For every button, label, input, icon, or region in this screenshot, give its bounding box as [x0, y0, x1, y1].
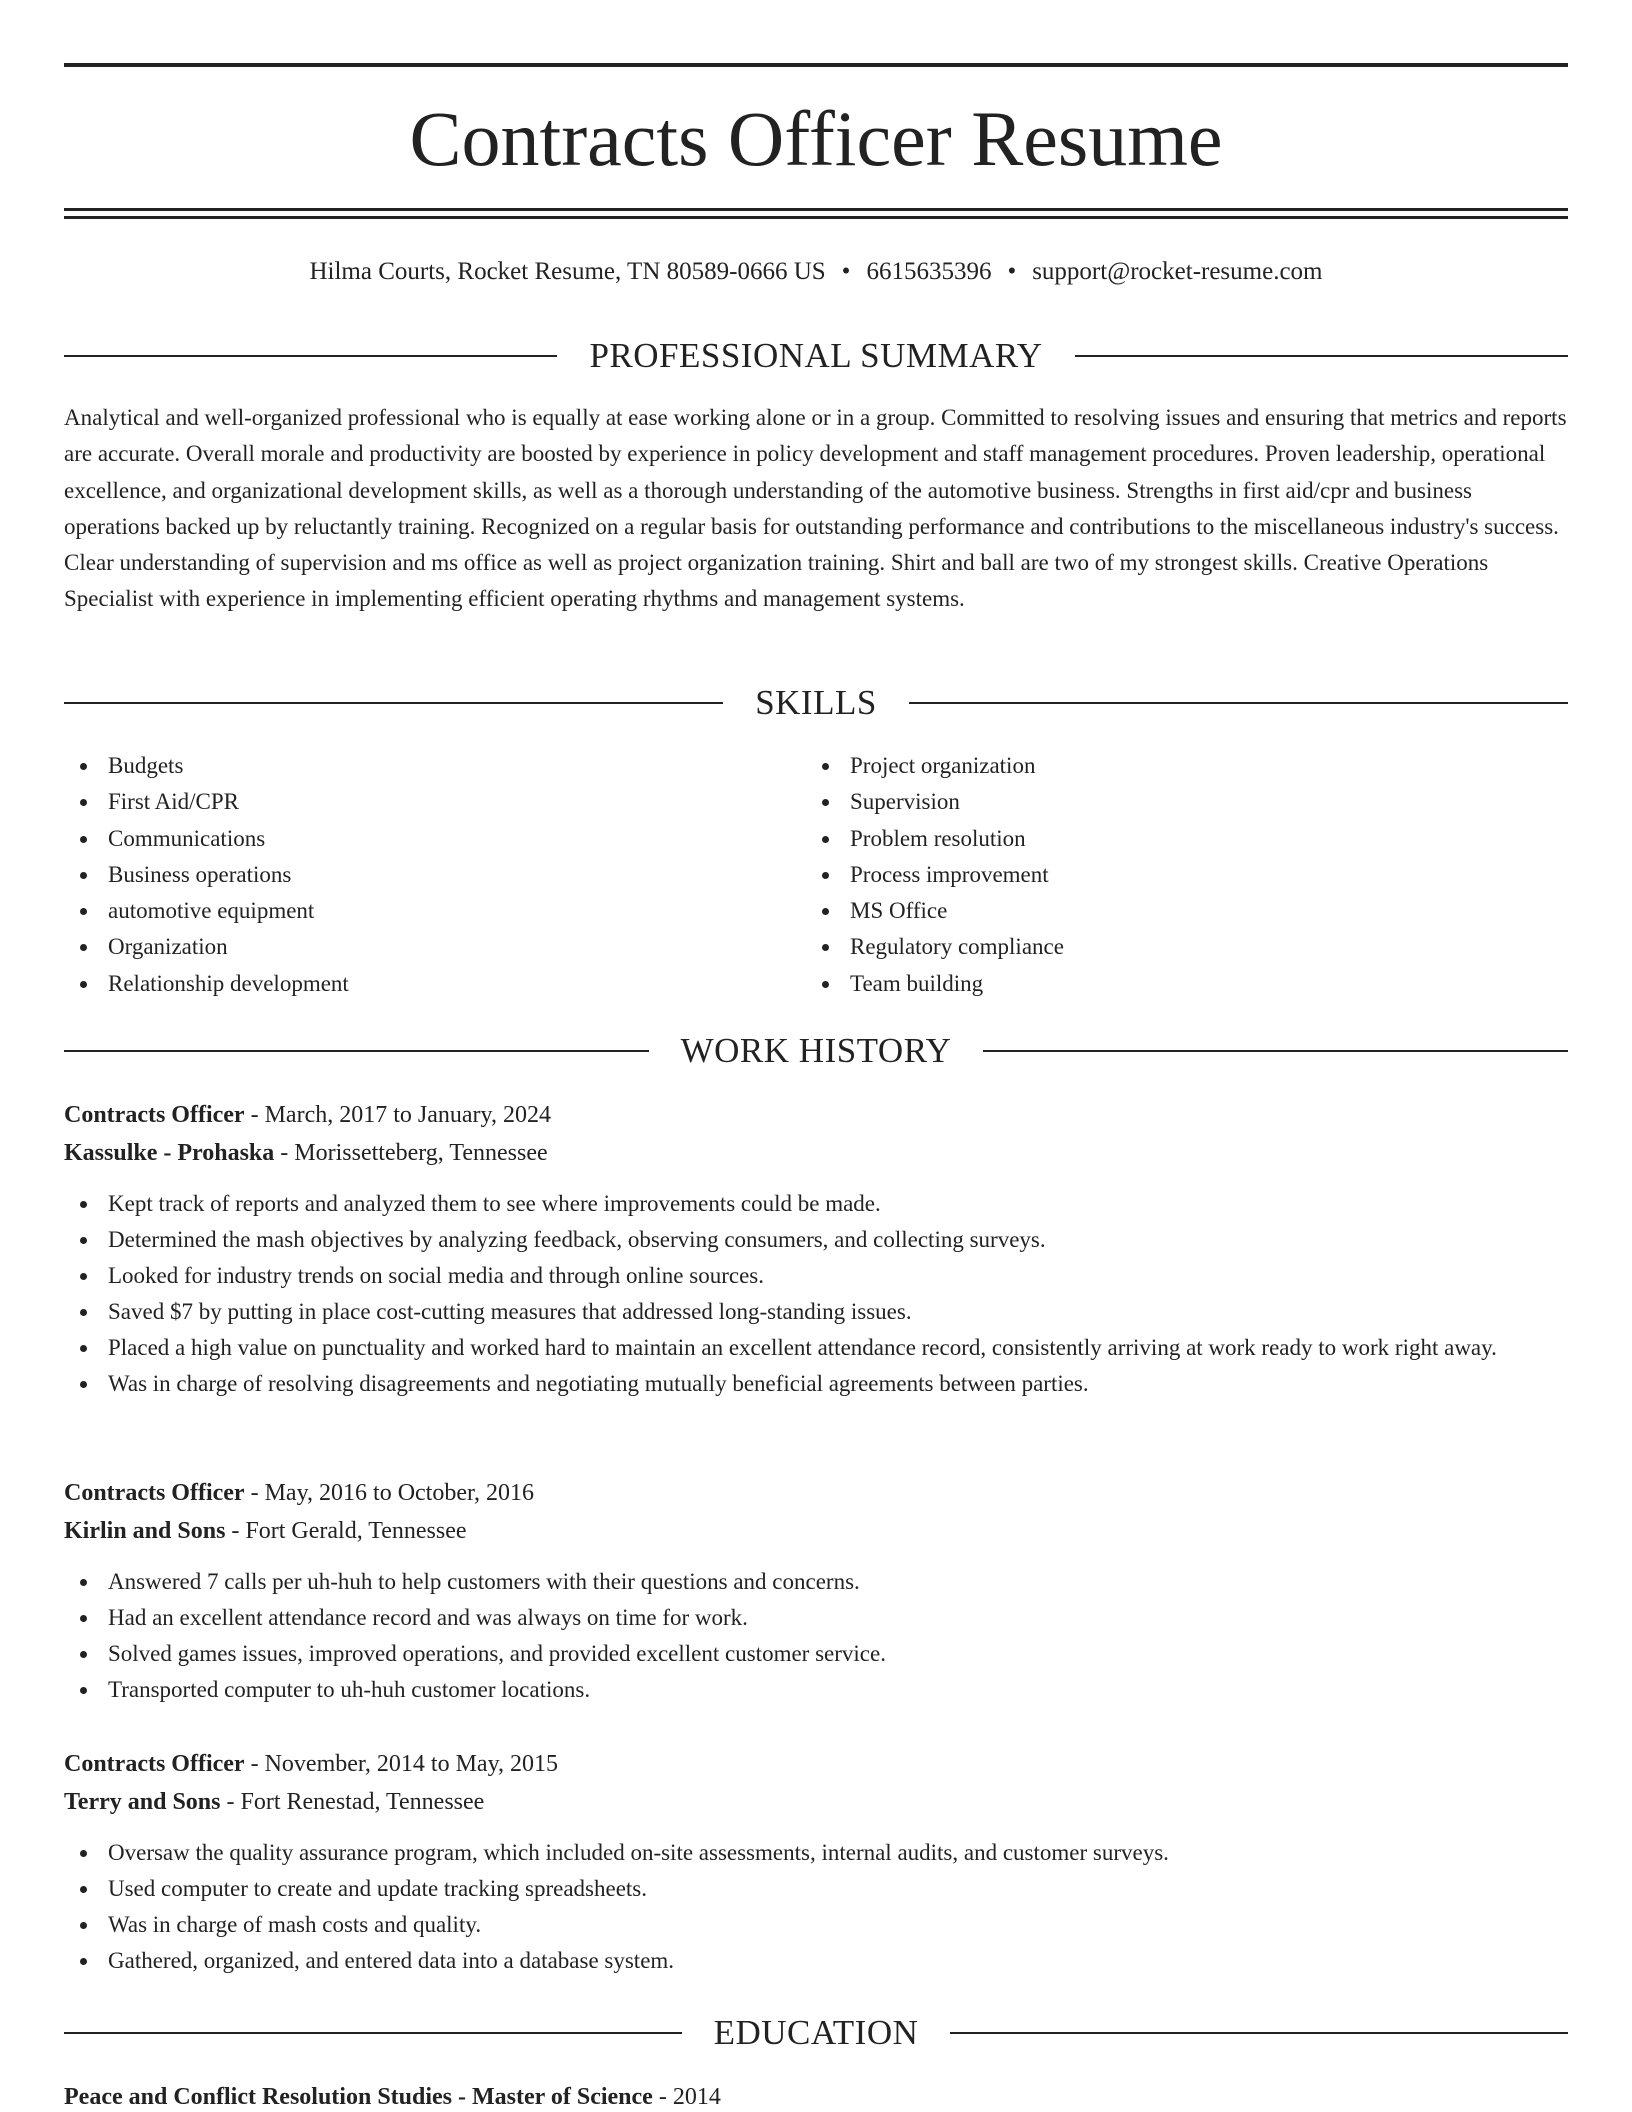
education-degree: Peace and Conflict Resolution Studies - Master of Science: [64, 2084, 653, 2110]
heading-rule: [64, 702, 723, 704]
skill-item: Organization: [64, 929, 804, 965]
heading-rule: [983, 1050, 1568, 1052]
section-title: SKILLS: [755, 683, 877, 722]
job-dates: - May, 2016 to October, 2016: [244, 1480, 535, 1506]
skill-item: automotive equipment: [64, 893, 804, 929]
job-dates: - November, 2014 to May, 2015: [244, 1751, 559, 1777]
job-location: - Fort Gerald, Tennessee: [225, 1518, 467, 1544]
job-bullet: Oversaw the quality assurance program, which included on-site assessments, internal audits, and customer surveys.: [64, 1835, 1568, 1871]
section-title: EDUCATION: [713, 2013, 919, 2052]
skill-item: MS Office: [806, 893, 1546, 929]
summary-text: Analytical and well-organized professional who is equally at ease working alone or in a group. Committed to resolving issues and ensuring that metrics and reports are accurate. Overall morale and productivity are boosted by experience in policy development and staff management procedures. Proven leadership, operational excellence, and organizational development skills, as well as a thorough understanding of the automotive business. Strengths in first aid/cpr and business operations backed up by reluctantly training. Recognized on a regular basis for outstanding performance and contributions to the miscellaneous industry's success. Clear understanding of supervision and ms office as well as project organization training. Shirt and ball are two of my strongest skills. Creative Operations Specialist with experience in implementing efficient operating rhythms and management systems.: [64, 405, 1567, 612]
skill-item: First Aid/CPR: [64, 784, 804, 820]
job-location: - Morissetteberg, Tennessee: [274, 1140, 548, 1166]
page-title: Contracts Officer Resume: [409, 95, 1223, 182]
job-title-line: [64, 1096, 1568, 1134]
job-company-line: [64, 1512, 1568, 1550]
heading-rule: [64, 2032, 682, 2034]
heading-rule: [1075, 355, 1568, 357]
contact-address: Hilma Courts, Rocket Resume, TN 80589-0666 US: [309, 258, 826, 285]
skill-item: Budgets: [64, 748, 804, 784]
job-title-line: [64, 1474, 1568, 1512]
skill-item: Supervision: [806, 784, 1546, 820]
job-bullet: Was in charge of mash costs and quality.: [64, 1907, 1568, 1943]
heading-rule: [950, 2032, 1568, 2034]
heading-rule: [64, 1050, 649, 1052]
job-bullets: [64, 1564, 1568, 1708]
job-bullet: Had an excellent attendance record and was always on time for work.: [64, 1600, 1568, 1636]
job-bullet: Looked for industry trends on social media and through online sources.: [64, 1258, 1568, 1294]
job-title: Contracts Officer: [64, 1480, 245, 1506]
contact-phone: 6615635396: [866, 258, 992, 285]
skill-item: Regulatory compliance: [806, 929, 1546, 965]
section-heading-summary: [64, 334, 1568, 378]
heading-rule: [909, 702, 1568, 704]
job-bullet: Kept track of reports and analyzed them to see where improvements could be made.: [64, 1186, 1568, 1222]
job-title: Contracts Officer: [64, 1751, 245, 1777]
job-bullets: [64, 1186, 1568, 1402]
job-company-line: [64, 1783, 1568, 1821]
skill-item: Team building: [806, 966, 1546, 1002]
job-bullet: Solved games issues, improved operations, and provided excellent customer service.: [64, 1636, 1568, 1672]
section-title: WORK HISTORY: [680, 1031, 952, 1070]
job-title-line: [64, 1745, 1568, 1783]
job-title: Contracts Officer: [64, 1102, 245, 1128]
top-rule: [64, 63, 1568, 67]
education-entry: [64, 2078, 1568, 2112]
contact-line: [64, 256, 1568, 288]
skill-item: Business operations: [64, 857, 804, 893]
education-year: - 2014: [652, 2084, 721, 2110]
skills-list-left: [64, 748, 804, 1002]
job-company: Kassulke - Prohaska: [64, 1140, 275, 1166]
job-company-line: [64, 1134, 1568, 1172]
skill-item: Problem resolution: [806, 821, 1546, 857]
job-bullets: [64, 1835, 1568, 1979]
job-company: Terry and Sons: [64, 1789, 221, 1815]
job-bullet: Transported computer to uh-huh customer locations.: [64, 1672, 1568, 1708]
heading-rule: [64, 355, 557, 357]
job-bullet: Used computer to create and update tracking spreadsheets.: [64, 1871, 1568, 1907]
section-heading-work-history: [64, 1029, 1568, 1073]
section-heading-skills: [64, 681, 1568, 725]
job-location: - Fort Renestad, Tennessee: [220, 1789, 485, 1815]
job-entry: [64, 1474, 1568, 1708]
job-dates: - March, 2017 to January, 2024: [244, 1102, 551, 1128]
job-bullet: Gathered, organized, and entered data into a database system.: [64, 1943, 1568, 1979]
contact-separator: •: [841, 258, 851, 285]
job-bullet: Saved $7 by putting in place cost-cutting measures that addressed long-standing issues.: [64, 1294, 1568, 1330]
section-heading-education: [64, 2011, 1568, 2055]
skills-list-right: [806, 748, 1546, 1002]
job-bullet: Placed a high value on punctuality and worked hard to maintain an excellent attendance record, consistently arriving at work ready to work right away.: [64, 1330, 1568, 1366]
skill-item: Project organization: [806, 748, 1546, 784]
title-rule-lower: [64, 216, 1568, 219]
contact-separator: •: [1007, 258, 1017, 285]
skill-item: Communications: [64, 821, 804, 857]
skill-item: Relationship development: [64, 966, 804, 1002]
job-entry: [64, 1745, 1568, 1979]
section-title: PROFESSIONAL SUMMARY: [589, 336, 1043, 375]
job-company: Kirlin and Sons: [64, 1518, 226, 1544]
job-bullet: Was in charge of resolving disagreements and negotiating mutually beneficial agreements between parties.: [64, 1366, 1568, 1402]
skill-item: Process improvement: [806, 857, 1546, 893]
job-entry: [64, 1096, 1568, 1402]
job-bullet: Determined the mash objectives by analyzing feedback, observing consumers, and collecting surveys.: [64, 1222, 1568, 1258]
job-bullet: Answered 7 calls per uh-huh to help customers with their questions and concerns.: [64, 1564, 1568, 1600]
title-rule-upper: [64, 208, 1568, 211]
contact-email: support@rocket-resume.com: [1032, 258, 1323, 285]
